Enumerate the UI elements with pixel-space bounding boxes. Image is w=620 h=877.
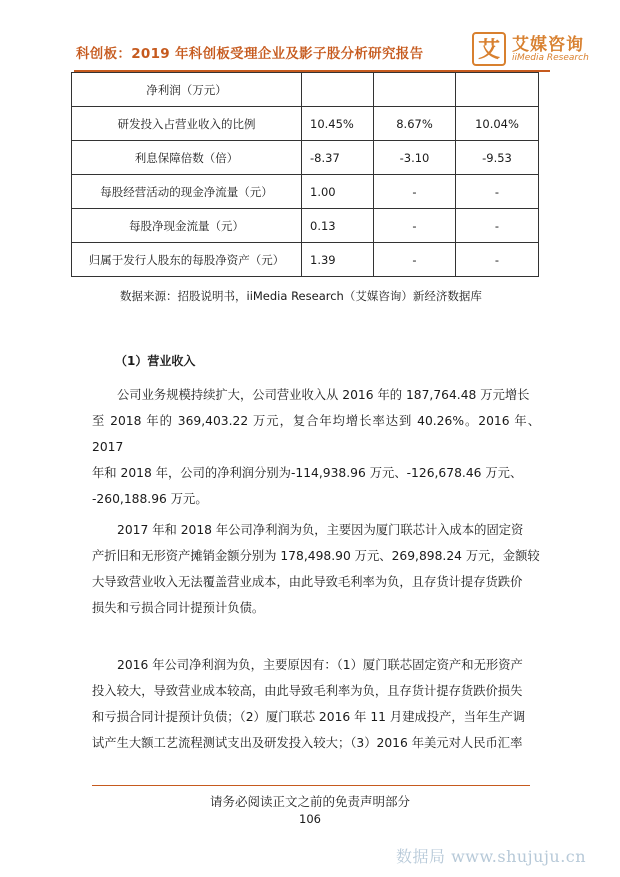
table-row — [72, 209, 539, 243]
table-row — [72, 73, 539, 107]
text-line: 投入较大，导致营业成本较高，由此导致毛利率为负，且存货计提存货跌价损失 — [92, 684, 523, 698]
cell-2018: -8.37 — [302, 141, 374, 175]
text-line: 至 2018 年的 369,403.22 万元，复合年均增长率达到 40.26%。2016 年、2017 — [92, 414, 540, 454]
footer-divider — [92, 785, 530, 786]
row-label: 净利润（万元） — [72, 73, 302, 107]
cell-2018 — [302, 73, 374, 107]
text-line: -260,188.96 万元。 — [92, 492, 208, 506]
text-line: 2017 年和 2018 年公司净利润为负，主要因为厦门联芯计入成本的固定资 — [117, 523, 524, 537]
cell-2016: - — [456, 243, 539, 277]
table-row — [72, 175, 539, 209]
text-line: 2016 年公司净利润为负，主要原因有：（1）厦门联芯固定资产和无形资产 — [117, 658, 523, 672]
page-number: 106 — [299, 812, 321, 826]
section-title: （1）营业收入 — [115, 354, 196, 368]
row-label: 利息保障倍数（倍） — [72, 141, 302, 175]
cell-2017 — [374, 73, 456, 107]
table-row — [72, 107, 539, 141]
text-line: 和亏损合同计提预计负债；（2）厦门联芯 2016 年 11 月建成投产，当年生产调 — [92, 710, 526, 724]
cell-2018: 1.00 — [302, 175, 374, 209]
logo-subtitle: iiMedia Research — [512, 53, 589, 63]
data-source-note: 数据来源：招股说明书，iiMedia Research（艾媒咨询）新经济数据库 — [120, 289, 482, 303]
row-label: 研发投入占营业收入的比例 — [72, 107, 302, 141]
financial-table — [71, 72, 539, 277]
paragraph-loss-2016 — [92, 652, 540, 756]
cell-2016: 10.04% — [456, 107, 539, 141]
logo-name: 艾媒咨询 — [512, 35, 584, 55]
cell-2018: 1.39 — [302, 243, 374, 277]
text-line: 公司业务规模持续扩大，公司营业收入从 2016 年的 187,764.48 万元增长 — [117, 388, 530, 402]
report-title: 科创板：2019 年科创板受理企业及影子股分析研究报告 — [76, 46, 424, 62]
paragraph-revenue-growth — [92, 382, 540, 512]
cell-2016 — [456, 73, 539, 107]
cell-2018: 0.13 — [302, 209, 374, 243]
logo-mark-icon: 艾 — [472, 32, 506, 66]
disclaimer-note: 请务必阅读正文之前的免责声明部分 — [209, 794, 410, 809]
table-row — [72, 141, 539, 175]
cell-2017: - — [374, 175, 456, 209]
paragraph-loss-2017-2018 — [92, 517, 540, 621]
row-label: 每股经营活动的现金净流量（元） — [72, 175, 302, 209]
cell-2017: - — [374, 209, 456, 243]
cell-2017: -3.10 — [374, 141, 456, 175]
text-line: 损失和亏损合同计提预计负债。 — [92, 601, 265, 615]
text-line: 产折旧和无形资产摊销金额分别为 178,498.90 万元、269,898.24 万元，金额较 — [92, 549, 540, 563]
row-label: 归属于发行人股东的每股净资产（元） — [72, 243, 302, 277]
cell-2016: -9.53 — [456, 141, 539, 175]
text-line: 年和 2018 年，公司的净利润分别为-114,938.96 万元、-126,678.46 万元、 — [92, 466, 523, 480]
cell-2016: - — [456, 175, 539, 209]
cell-2018: 10.45% — [302, 107, 374, 141]
cell-2016: - — [456, 209, 539, 243]
site-watermark: 数据局 www.shujuju.cn — [396, 847, 587, 866]
cell-2017: 8.67% — [374, 107, 456, 141]
row-label: 每股净现金流量（元） — [72, 209, 302, 243]
text-line: 试产生大额工艺流程测试支出及研发投入较大；（3）2016 年美元对人民币汇率 — [92, 736, 523, 750]
brand-logo — [472, 30, 592, 70]
table-row — [72, 243, 539, 277]
text-line: 大导致营业收入无法覆盖营业成本，由此导致毛利率为负，且存货计提存货跌价 — [92, 575, 523, 589]
cell-2017: - — [374, 243, 456, 277]
